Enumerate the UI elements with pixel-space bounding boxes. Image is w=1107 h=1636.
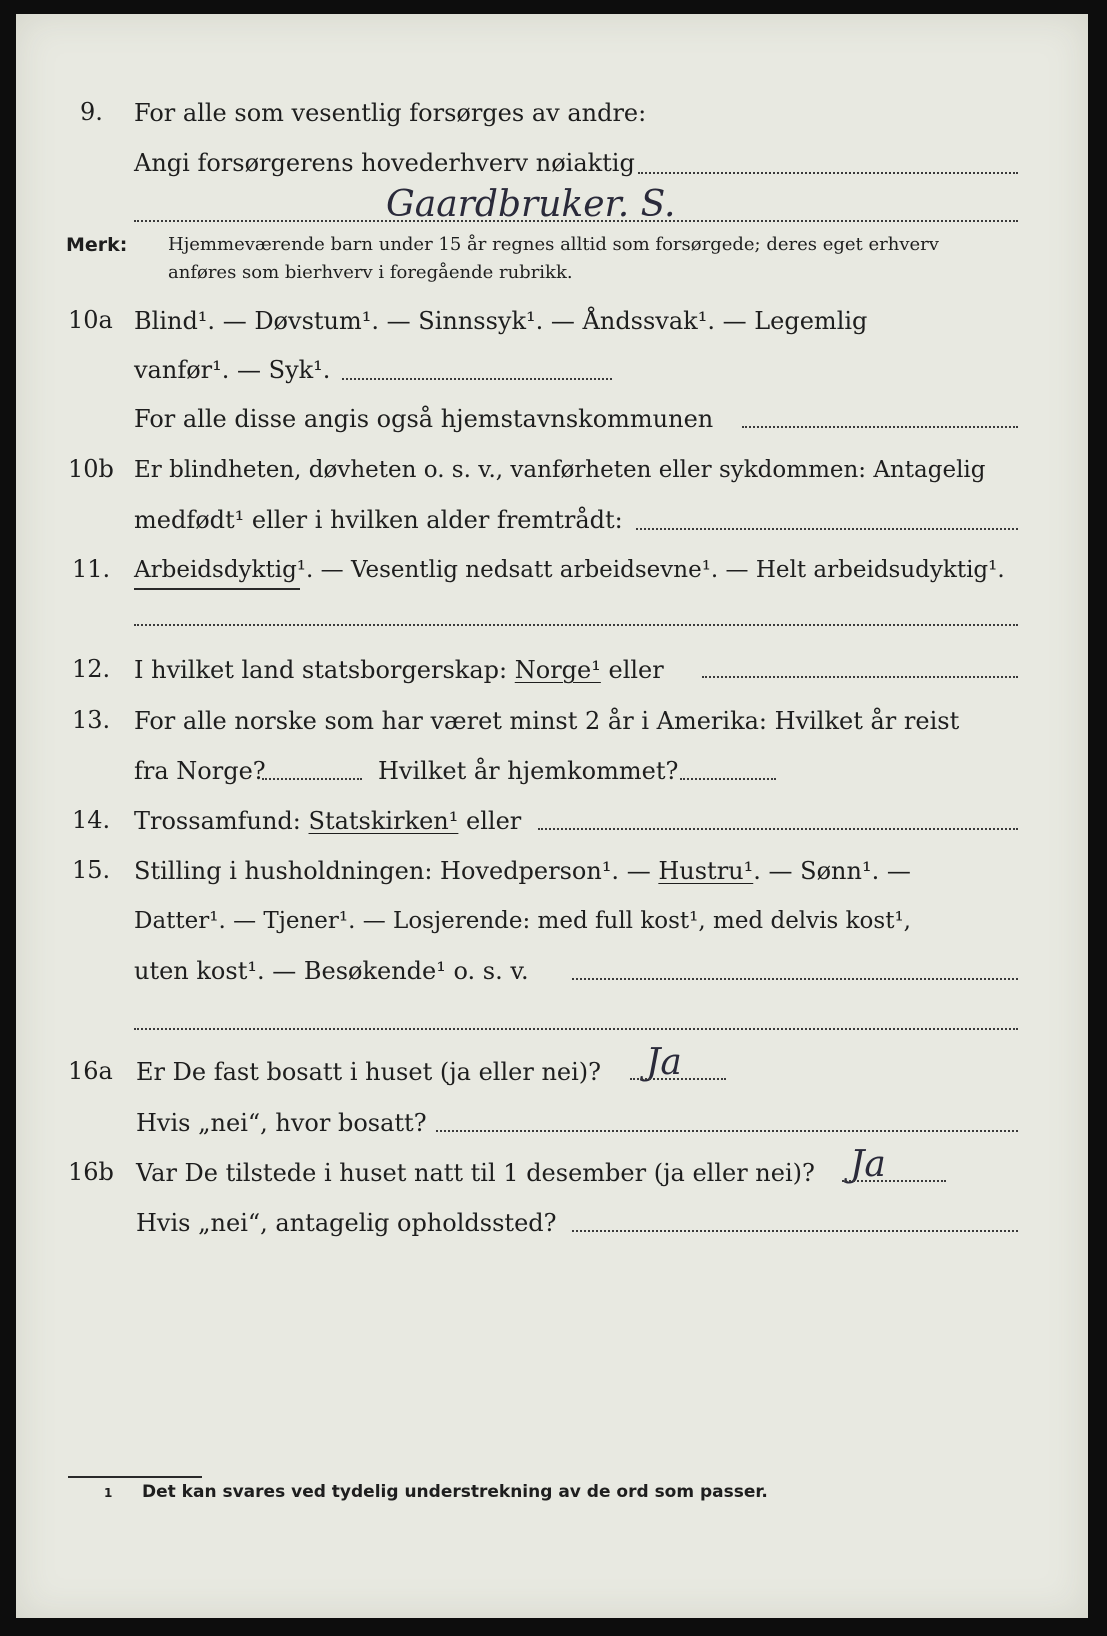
q16b-line2: Hvis „nei“, antagelig opholdssted? <box>136 1209 557 1237</box>
q12-option-underlined: Norge¹ <box>514 656 601 684</box>
q15-option-underlined: Hustru¹ <box>658 857 754 885</box>
q10a-line1: Blind¹. — Døvstum¹. — Sinnssyk¹. — Åndssvak¹. — Legemlig <box>134 307 868 335</box>
q10b-line1: Er blindheten, døvheten o. s. v., vanførheten eller sykdommen: Antagelig <box>134 457 986 483</box>
q9-number: 9. <box>80 98 103 126</box>
q16b-line1: Var De tilstede i huset natt til 1 desember (ja eller nei)? <box>136 1159 815 1187</box>
q15-line3: uten kost¹. — Besøkende¹ o. s. v. <box>134 957 529 985</box>
q12-dotted-field <box>702 676 1018 678</box>
q9-handwritten-answer: Gaardbruker. S. <box>386 184 676 225</box>
q11-rest: . — Vesentlig nedsatt arbeidsevne¹. — Helt arbeidsudyktig¹. <box>306 557 1005 583</box>
q16a-line2: Hvis „nei“, hvor bosatt? <box>136 1109 427 1137</box>
q16a-number: 16a <box>68 1057 113 1085</box>
q13-part2: Hvilket år hjemkommet? <box>378 757 679 785</box>
q10a-number: 10a <box>68 306 113 334</box>
q10b-dotted-field <box>636 528 1018 530</box>
q16a-handwritten-answer: Ja <box>646 1042 682 1083</box>
merk-line1: Hjemmeværende barn under 15 år regnes alltid som forsørgede; deres eget erhverv <box>168 234 939 255</box>
q13-part1: fra Norge? <box>134 757 266 785</box>
q11-dotted-field <box>134 624 1018 626</box>
q10a-dotted-field <box>342 378 612 380</box>
footnote-rule <box>68 1476 202 1478</box>
q15-line2: Datter¹. — Tjener¹. — Losjerende: med full kost¹, med delvis kost¹, <box>134 908 911 934</box>
form-page <box>16 14 1088 1618</box>
q13-number: 13. <box>72 706 111 734</box>
merk-line2: anføres som bierhverv i foregående rubrikk. <box>168 262 573 283</box>
q10a-line3: For alle disse angis også hjemstavnskommunen <box>134 405 714 433</box>
q11-handwritten-underline <box>134 588 300 590</box>
q13-reist-dotted-field <box>262 778 362 780</box>
q14-dotted-field <box>538 828 1018 830</box>
q16a-bosatt-dotted-field <box>436 1130 1018 1132</box>
q11-option-underlined: Arbeidsdyktig¹ <box>134 557 307 583</box>
q13-hjemkommet-dotted-field <box>680 778 776 780</box>
q13-line1: For alle norske som har været minst 2 år i Amerika: Hvilket år reist <box>134 707 960 735</box>
q9-line2: Angi forsørgerens hovederhverv nøiaktig <box>134 149 635 177</box>
q16a-dotted-field <box>630 1078 726 1080</box>
q15-line1: Stilling i husholdningen: Hovedperson¹. — Hustru¹. — Sønn¹. — <box>134 857 911 885</box>
q9-answer-line <box>134 220 1018 222</box>
q14-option-underlined: Statskirken¹ <box>308 807 459 835</box>
q16a-line1: Er De fast bosatt i huset (ja eller nei)? <box>136 1058 602 1086</box>
q16b-number: 16b <box>68 1158 114 1186</box>
q12-number: 12. <box>72 655 111 683</box>
q9-dotted-field <box>638 172 1018 174</box>
q14-line: Trossamfund: Statskirken¹ eller <box>134 807 522 835</box>
q16b-dotted-field <box>842 1180 946 1182</box>
q10b-number: 10b <box>68 455 114 483</box>
q12-line: I hvilket land statsborgerskap: Norge¹ eller <box>134 656 664 684</box>
footnote-mark: 1 <box>104 1486 113 1500</box>
q10b-line2: medfødt¹ eller i hvilken alder fremtrådt: <box>134 506 623 534</box>
q10a-line2: vanfør¹. — Syk¹. <box>134 356 331 384</box>
q15-extra-dotted-field <box>134 1028 1018 1030</box>
q14-number: 14. <box>72 806 111 834</box>
q16b-opholdssted-dotted-field <box>572 1230 1018 1232</box>
q10a-home-dotted-field <box>742 426 1018 428</box>
q11-line <box>134 555 1005 585</box>
merk-label: Merk: <box>66 234 128 256</box>
q15-dotted-field <box>572 978 1018 980</box>
q11-number: 11. <box>72 555 111 583</box>
q15-number: 15. <box>72 856 111 884</box>
footnote-text: Det kan svares ved tydelig understrekning av de ord som passer. <box>142 1482 768 1502</box>
q9-line1: For alle som vesentlig forsørges av andre: <box>134 99 647 127</box>
q16b-handwritten-answer: Ja <box>850 1144 886 1185</box>
